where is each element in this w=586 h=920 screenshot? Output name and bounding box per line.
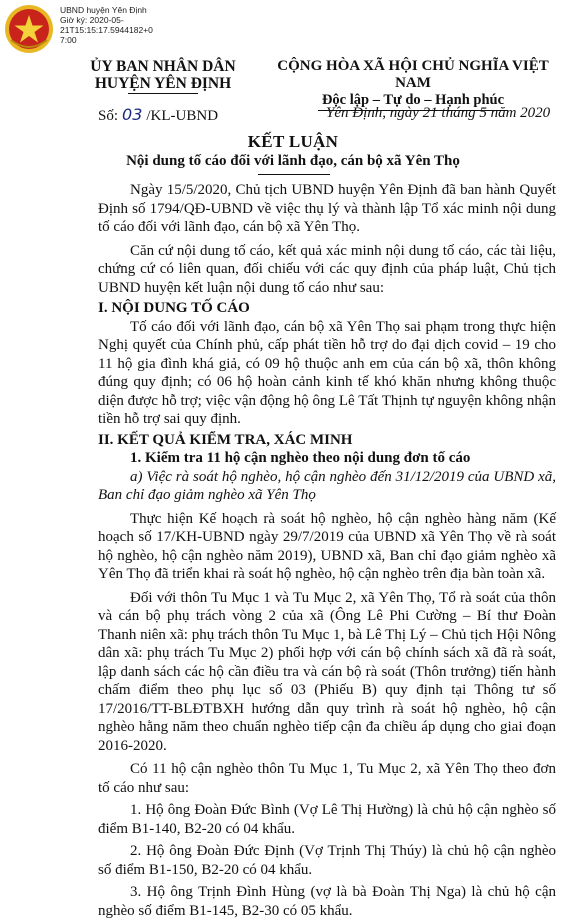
paragraph-households-intro: Có 11 hộ cận nghèo thôn Tu Mục 1, Tu Mục 2, xã Yên Thọ theo đơn tố cáo như sau: <box>98 761 556 796</box>
paragraph-complaint: Tố cáo đối với lãnh đạo, cán bộ xã Yên Thọ sai phạm trong thực hiện Nghị quyết của Chính phủ, cấp phát tiền hỗ trợ do đại dịch covid – 19 cho 11 hộ gia đình khá giả, có 09 hộ thuộc anh em của cán bộ xã, thôn không đúng quy định; có 06 hộ hoàn cảnh kinh tế khó khăn nhưng không thuộc diện được hỗ trợ; việc vận động hộ ông Lê Tất Thịnh tự nguyện không nhận tiền hỗ trợ sai quy định. <box>98 318 556 427</box>
national-title <box>258 58 568 111</box>
issuing-authority <box>78 58 248 94</box>
nation-name: CỘNG HÒA XÃ HỘI CHỦ NGHĨA VIỆT NAM <box>277 58 549 91</box>
authority-line-2: HUYỆN YÊN ĐỊNH <box>94 75 232 92</box>
document-body <box>98 181 556 920</box>
place-and-date: Yên Định, ngày 21 tháng 5 năm 2020 <box>326 105 551 121</box>
doc-number-suffix: /KL-UBND <box>146 108 219 124</box>
signature-time-label: Giờ ký: 2020-05- <box>60 15 124 25</box>
digital-signature-block <box>60 5 230 45</box>
national-emblem-icon <box>4 4 54 54</box>
list-item: 1. Hộ ông Đoàn Đức Bình (Vợ Lê Thị Hường) là chủ hộ cận nghèo số điểm B1-140, B2-20 có 04 khẩu. <box>98 802 556 837</box>
section-heading-2: II. KẾT QUẢ KIỂM TRA, XÁC MINH <box>98 431 353 448</box>
subsection-heading-1a: a) Việc rà soát hộ nghèo, hộ cận nghèo đến 31/12/2019 của UBND xã, Ban chỉ đạo giảm nghèo xã Yên Thọ <box>98 468 556 503</box>
authority-underline <box>128 93 198 94</box>
paragraph-plan: Thực hiện Kế hoạch rà soát hộ nghèo, hộ cận nghèo hàng năm (Kế hoạch số 17/KH-UBND ngày 29/7/2019 của UBND xã Yên Thọ về rà soát hộ nghèo, hộ cận nghèo năm 2019), UBND xã, Ban chỉ đạo giảm nghèo xã Yên Thọ đã triển khai rà soát hộ nghèo, hộ cận nghèo trên địa bàn toàn xã. <box>98 510 556 582</box>
paragraph-basis: Căn cứ nội dung tố cáo, kết quả xác minh nội dung tố cáo, các tài liệu, chứng cứ có liên quan, đối chiếu với các quy định của pháp luật, Chủ tịch UBND huyện kết luận nội dung tố cáo như sau: <box>98 242 556 296</box>
subtitle-rule <box>258 174 330 175</box>
document-number <box>98 105 218 125</box>
section-heading-1: I. NỘI DUNG TỐ CÁO <box>98 300 250 316</box>
doc-number-value: 03 <box>122 105 143 124</box>
authority-line-1: ỦY BAN NHÂN DÂN <box>90 58 236 75</box>
subsection-heading-1: 1. Kiểm tra 11 hộ cận nghèo theo nội dung đơn tố cáo <box>130 450 471 466</box>
paragraph-villages: Đối với thôn Tu Mục 1 và Tu Mục 2, xã Yên Thọ, Tổ rà soát của thôn và cán bộ phụ trách vòng 2 của xã (Ông Lê Phi Cường – Bí thư Đoàn Thanh niên xã: phụ trách thôn Tu Mục 1, bà Lê Thị Lý – Chủ tịch Hội Nông dân xã: phụ trách Tu Mục 2) phối hợp với cán bộ chính sách xã đã rà soát, lập danh sách các hộ cần điều tra và cán bộ rà soát (Thôn trưởng) tiến hành chấm điểm theo phụ lục số 03 (Phiếu B) quy định tại Thông tư số 17/2016/TT-BLĐTBXH hướng dẫn quy trình rà soát hộ nghèo, hộ cận nghèo hằng năm theo chuẩn nghèo tiếp cận đa chiều áp dụng cho giai đoạn 2016-2020. <box>98 589 557 754</box>
signature-org: UBND huyện Yên Định <box>60 5 147 15</box>
signature-time-value: 21T15:15:17.5944182+0 <box>60 25 153 35</box>
document-subtitle: Nội dung tố cáo đối với lãnh đạo, cán bộ xã Yên Thọ <box>126 153 460 169</box>
doc-number-prefix: Số: <box>98 108 119 124</box>
paragraph-intro: Ngày 15/5/2020, Chủ tịch UBND huyện Yên Định đã ban hành Quyết Định số 1794/QĐ-UBND về việc thụ lý và thành lập Tổ xác minh nội dung tố cáo đối với lãnh đạo, cán bộ xã Yên Thọ. <box>98 182 556 235</box>
document-title: KẾT LUẬN <box>247 132 339 151</box>
signature-time-zone: 7:00 <box>60 35 77 45</box>
list-item: 3. Hộ ông Trịnh Đình Hùng (vợ là bà Đoàn Thị Nga) là chủ hộ cận nghèo số điểm B1-145, B2-30 có 05 khẩu. <box>98 884 556 919</box>
national-motto: Độc lập – Tự do – Hạnh phúc <box>321 92 505 108</box>
list-item: 2. Hộ ông Đoàn Đức Định (Vợ Trịnh Thị Thúy) là chủ hộ cận nghèo số điểm B1-150, B2-20 có 04 khẩu. <box>98 843 556 878</box>
